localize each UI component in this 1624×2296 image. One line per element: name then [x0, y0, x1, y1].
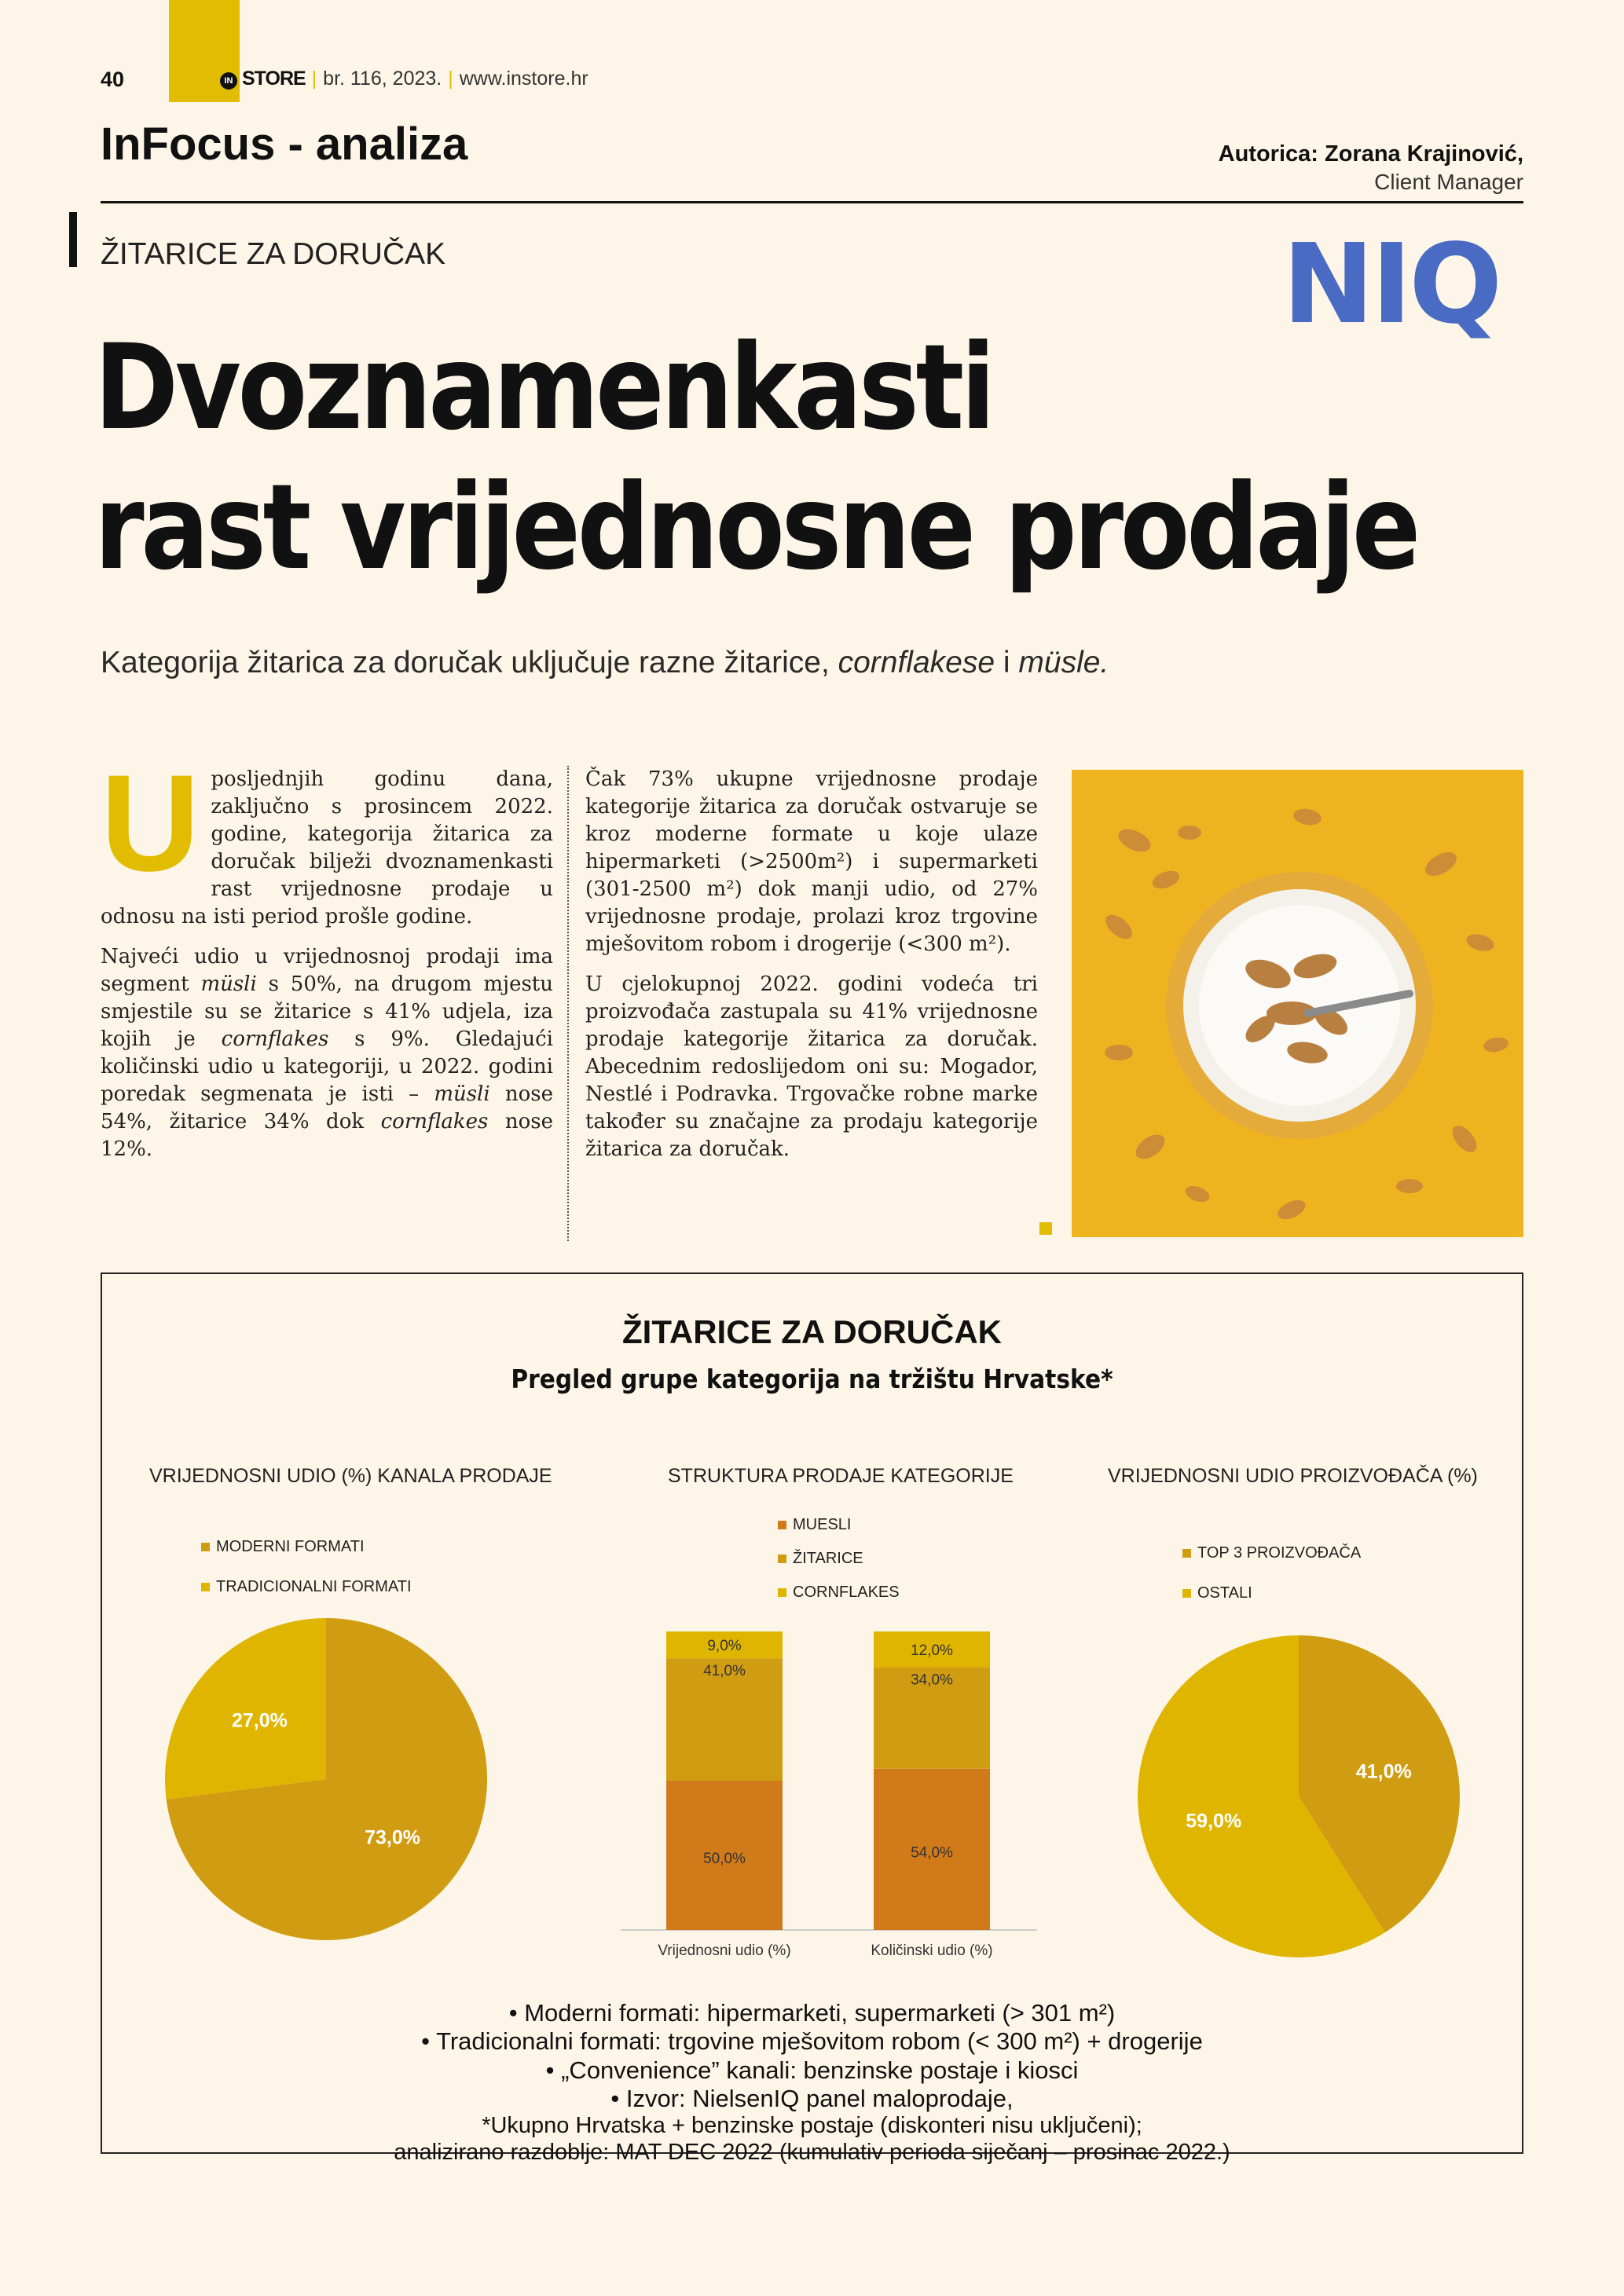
legend-swatch [201, 1583, 210, 1591]
issue-number: br. 116, 2023. [323, 68, 442, 90]
paragraph-4: U cjelokupnoj 2022. godini vodeća tri proizvođača zastupala su 41% vrijednosne prodaje kategorije žitarica za doručak. Abecednim redoslijedom oni su: Mogador, Nestlé i Podravka. Trgovačke robne marke također su značajne za prodaju kategorije žitarica za doručak. [585, 972, 1038, 1161]
legend-swatch [1182, 1589, 1191, 1598]
section-title: InFocus - analiza [101, 119, 468, 170]
chart-2-legend-item: MUESLI [778, 1516, 851, 1534]
chart-2-stacked-bars [621, 1618, 1045, 1964]
header-rule [101, 201, 1523, 203]
drop-cap: U [101, 747, 200, 900]
legend-swatch [778, 1588, 786, 1597]
headline-line-1: Dvoznamenkasti [94, 320, 992, 456]
instore-logo-icon: IN [220, 72, 237, 90]
paragraph-2: Najveći udio u vrijednosnoj prodaji ima segment müsli s 50%, na drugom mjestu smjestile su se žitarice s 41% udjela, iza kojih je cornflakes s 9%. Gledajući količinski udio u kategoriji, u 2022. godini poredak segmenata je isti – müsli nose 54%, žitarice 34% dok cornflakes nose 12%. [101, 945, 553, 1161]
note-line: *Ukupno Hrvatska + benzinske postaje (diskonteri nisu uključeni); [482, 2113, 1142, 2138]
author-name: Autorica: Zorana Krajinović, [1218, 141, 1523, 167]
headline [94, 318, 1417, 598]
bar-data-label: 9,0% [707, 1638, 742, 1655]
legend-swatch [778, 1521, 786, 1529]
chart-3-title: VRIJEDNOSNI UDIO PROIZVOĐAČA (%) [1108, 1465, 1478, 1487]
chart-1-title: VRIJEDNOSNI UDIO (%) KANALA PRODAJE [149, 1465, 552, 1487]
column-divider [567, 766, 569, 1241]
end-mark [1024, 1222, 1052, 1239]
chart-2-legend-item: ŽITARICE [778, 1550, 863, 1568]
note-line: • Izvor: NielsenIQ panel maloprodaje, [610, 2085, 1014, 2112]
website-url[interactable]: www.instore.hr [459, 68, 588, 90]
page-number: 40 [101, 68, 125, 91]
pie-data-label: 41,0% [1355, 1760, 1412, 1783]
paragraph-1: Uposljednjih godinu dana, zaključno s prosincem 2022. godine, kategorija žitarica za doručak bilježi dvoznamenkasti rast vrijednosne prodaje u odnosu na isti period prošle godine. [101, 747, 553, 928]
kicker-bar [69, 212, 77, 267]
infographic-subtitle: Pregled grupe kategorija na tržištu Hrvatske* [511, 1364, 1113, 1394]
pie-data-label: 73,0% [365, 1826, 421, 1849]
note-line: • Tradicionalni formati: trgovine mješovitom robom (< 300 m²) + drogerije [421, 2027, 1203, 2055]
pie-slice-tradicionalni-formati [165, 1618, 326, 1800]
chart-1-legend-item: MODERNI FORMATI [201, 1538, 365, 1556]
chart-1-legend-item: TRADICIONALNI FORMATI [201, 1578, 412, 1596]
separator: | [448, 68, 453, 90]
note-line: • Moderni formati: hipermarketi, supermarketi (> 301 m²) [508, 1999, 1116, 2027]
intro-text: Kategorija žitarica za doručak uključuje razne žitarice, cornflakese i müsle. [101, 646, 1109, 679]
headline-line-2: rast vrijednosne prodaje [94, 460, 1417, 596]
chart-1-pie [165, 1618, 487, 1940]
end-square-icon [1039, 1222, 1052, 1235]
bar-data-label: 12,0% [911, 1642, 953, 1659]
pie-data-label: 27,0% [231, 1709, 288, 1732]
niq-logo-text: NIQ [1282, 221, 1500, 346]
brand-name: STORE [242, 68, 306, 90]
infographic-title: ŽITARICE ZA DORUČAK [622, 1313, 1002, 1350]
article-column-2 [585, 766, 1038, 1176]
cereal-bowl-photo [1072, 770, 1523, 1237]
legend-swatch [201, 1543, 210, 1551]
bar-data-label: 50,0% [703, 1851, 746, 1867]
note-line: analizirano razdoblje: MAT DEC 2022 (kumulativ perioda siječanj – prosinac 2022.) [394, 2140, 1230, 2165]
chart-3-pie [1138, 1635, 1460, 1957]
chart-3-legend-item: OSTALI [1182, 1584, 1252, 1602]
pie-data-label: 59,0% [1186, 1810, 1242, 1833]
masthead [220, 68, 588, 90]
x-tick-label: Vrijednosni udio (%) [658, 1943, 791, 1959]
author-role: Client Manager [1374, 170, 1523, 194]
article-column-1 [101, 747, 553, 1176]
separator: | [311, 68, 317, 90]
chart-2-legend-item: CORNFLAKES [778, 1584, 900, 1602]
bar-data-label: 34,0% [911, 1672, 953, 1689]
note-line: • „Convenience” kanali: benzinske postaje i kiosci [545, 2056, 1079, 2084]
paragraph-3: Čak 73% ukupne vrijednosne prodaje kategorije žitarica za doručak ostvaruje se kroz moderne formate u koje ulaze hipermarketi (>2500m²) i supermarketi (301-2500 m²) dok manji udio, od 27% vrijednosne prodaje, prolazi kroz trgovine mješovitom robom i drogerije (<300 m²). [585, 767, 1038, 956]
bar-data-label: 54,0% [911, 1844, 953, 1862]
chart-2-title: STRUKTURA PRODAJE KATEGORIJE [668, 1465, 1014, 1487]
legend-swatch [1182, 1549, 1191, 1558]
chart-3-legend-item: TOP 3 PROIZVOĐAČA [1182, 1544, 1361, 1562]
bar-data-label: 41,0% [703, 1663, 746, 1680]
x-tick-label: Količinski udio (%) [871, 1943, 993, 1959]
legend-swatch [778, 1554, 786, 1563]
kicker: ŽITARICE ZA DORUČAK [101, 237, 446, 271]
